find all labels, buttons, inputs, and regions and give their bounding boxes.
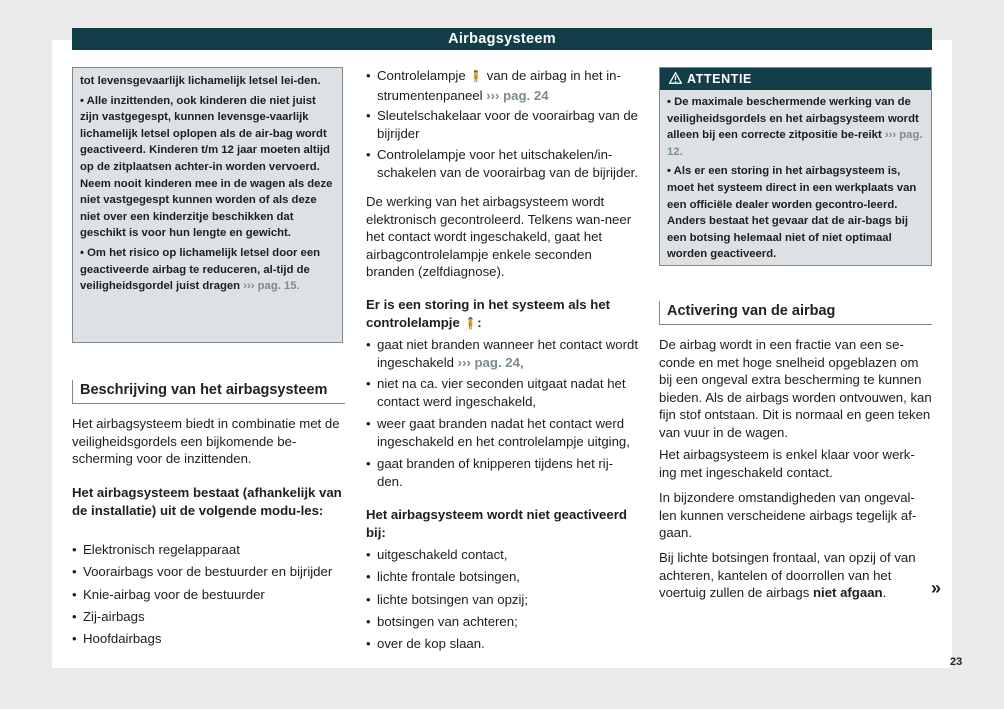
module-item: • Elektronisch regelapparaat bbox=[72, 541, 352, 559]
activation-paragraph-4: Bij lichte botsingen frontaal, van opzij of van achteren, kantelen of doorrollen van het voertuig zullen de airbags niet afgaan. bbox=[659, 550, 916, 600]
warning-box bbox=[72, 67, 343, 343]
not-activated-item: • lichte botsingen van opzij; bbox=[366, 591, 638, 609]
fault-item: • weer gaat branden nadat het contact werd ingeschakeld en het controlelampje uitging, bbox=[366, 415, 638, 450]
fault-item: • niet na ca. vier seconden uitgaat nadat het contact werd ingeschakeld, bbox=[366, 375, 638, 410]
module-item: • Zij-airbags bbox=[72, 608, 352, 626]
warning-bullet-children: • Alle inzittenden, ook kinderen die niet juist zijn vastgegespt, kunnen levensge-vaarlijk lichamelijk letsel oplopen als de air-bag wordt geactiveerd. Kinderen t/m 12 jaar moeten altijd op de zitplaatsen achter-in worden vervoerd. Neem nooit kinderen mee in de wagen als deze niet vastgegespt kunnen worden of als deze niet over een kinderzitje beschikken dat geschikt is voor hun lengte en gewicht. bbox=[80, 94, 333, 240]
attention-bullet-fault: • Als er een storing in het airbagsysteem is, moet het systeem direct in een werkplaats van een officiële dealer worden gecontro-leerd. Anders bestaat het gevaar dat de air-bags bij een botsing helemaal niet of niet optimaal worden geactiveerd. bbox=[667, 165, 917, 261]
not-activated-item: • lichte frontale botsingen, bbox=[366, 568, 638, 586]
activation-paragraph-2: Het airbagsysteem is enkel klaar voor werk-ing met ingeschakeld contact. bbox=[659, 447, 915, 480]
page-number: 23 bbox=[950, 656, 963, 668]
warning-bullet-seatbelt: • Om het risico op lichamelijk letsel door een geactiveerde airbag te reduceren, al-tijd de veiligheidsgordel juist dragen ››› pag. 15. bbox=[80, 246, 321, 293]
fault-item: • gaat niet branden wanneer het contact wordt ingeschakeld ››› pag. 24, bbox=[366, 336, 638, 371]
attention-bullet-seating: • De maximale beschermende werking van de veiligheidsgordels en het airbagsysteem wordt alleen bij een correcte zitpositie be-reikt ››› pag. 12. bbox=[667, 96, 923, 158]
module-item: • Knie-airbag voor de bestuurder bbox=[72, 586, 352, 604]
fault-item: • gaat branden of knipperen tijdens het rij-den. bbox=[366, 455, 638, 490]
warning-continuation: tot levensgevaarlijk lichamelijk letsel lei-den. bbox=[80, 75, 321, 87]
modules-heading: Het airbagsysteem bestaat (afhankelijk van de installatie) uit de volgende modu-les: bbox=[72, 485, 342, 518]
warning-triangle-icon bbox=[669, 72, 682, 84]
fault-heading: Er is een storing in het systeem als het controlelampje 🧍: bbox=[366, 297, 611, 330]
continued-marker: » bbox=[931, 578, 942, 598]
not-activated-heading: Het airbagsysteem wordt niet geactiveerd bij: bbox=[366, 507, 627, 540]
attention-label: ATTENTIE bbox=[687, 72, 752, 86]
component-warning-lamp: • Controlelampje 🧍 van de airbag in het in-strumentenpaneel ››› pag. 24 bbox=[366, 67, 638, 104]
not-activated-item: • botsingen van achteren; bbox=[366, 613, 638, 631]
electronic-check-paragraph: De werking van het airbagsysteem wordt elektronisch gecontroleerd. Telkens wan-neer het contact wordt ingeschakeld, gaat het airbagcontrolelampje enkele seconden branden (zelfdiagnose). bbox=[366, 194, 632, 279]
component-deactivation-lamp: • Controlelampje voor het uitschakelen/in-schakelen van de voorairbag van de bijrijder. bbox=[366, 146, 638, 181]
page-ref-link[interactable]: ››› pag. 24 bbox=[486, 87, 549, 103]
activation-paragraph-1: De airbag wordt in een fractie van een se-conde en met hoge snelheid opgeblazen om bij een ongeval extra bescherming te kunnen bieden. Als de airbags worden ontvouwen, kan fijn stof ontstaan. Dit is normaal en geen teken van vuur in de wagen. bbox=[659, 337, 932, 440]
component-key-switch: • Sleutelschakelaar voor de voorairbag van de bijrijder bbox=[366, 107, 638, 142]
attention-box bbox=[659, 67, 932, 266]
module-item: • Hoofdairbags bbox=[72, 630, 352, 648]
airbag-person-icon: 🧍 bbox=[463, 317, 478, 330]
not-activated-item: • uitgeschakeld contact, bbox=[366, 546, 638, 564]
page-ref-link[interactable]: ››› pag. 24 bbox=[457, 354, 520, 370]
section-title-description: Beschrijving van het airbagsysteem bbox=[72, 380, 345, 404]
not-activated-item: • over de kop slaan. bbox=[366, 635, 638, 653]
page-ref-link[interactable]: ››› pag. 12. bbox=[667, 129, 923, 158]
attention-header bbox=[660, 68, 931, 90]
description-intro: Het airbagsysteem biedt in combinatie met de veiligheidsgordels een bijkomende be-scherming voor de inzittenden. bbox=[72, 416, 340, 466]
page-ref-link[interactable]: ››› pag. 15. bbox=[243, 280, 300, 293]
module-item: • Voorairbags voor de bestuurder en bijrijder bbox=[72, 563, 357, 581]
airbag-person-icon: 🧍 bbox=[469, 71, 484, 83]
chapter-header: Airbagsysteem bbox=[72, 28, 932, 50]
section-title-activation: Activering van de airbag bbox=[659, 301, 932, 325]
activation-paragraph-3: In bijzondere omstandigheden van ongeval-len kunnen verscheidene airbags tegelijk af-gaan. bbox=[659, 490, 917, 540]
